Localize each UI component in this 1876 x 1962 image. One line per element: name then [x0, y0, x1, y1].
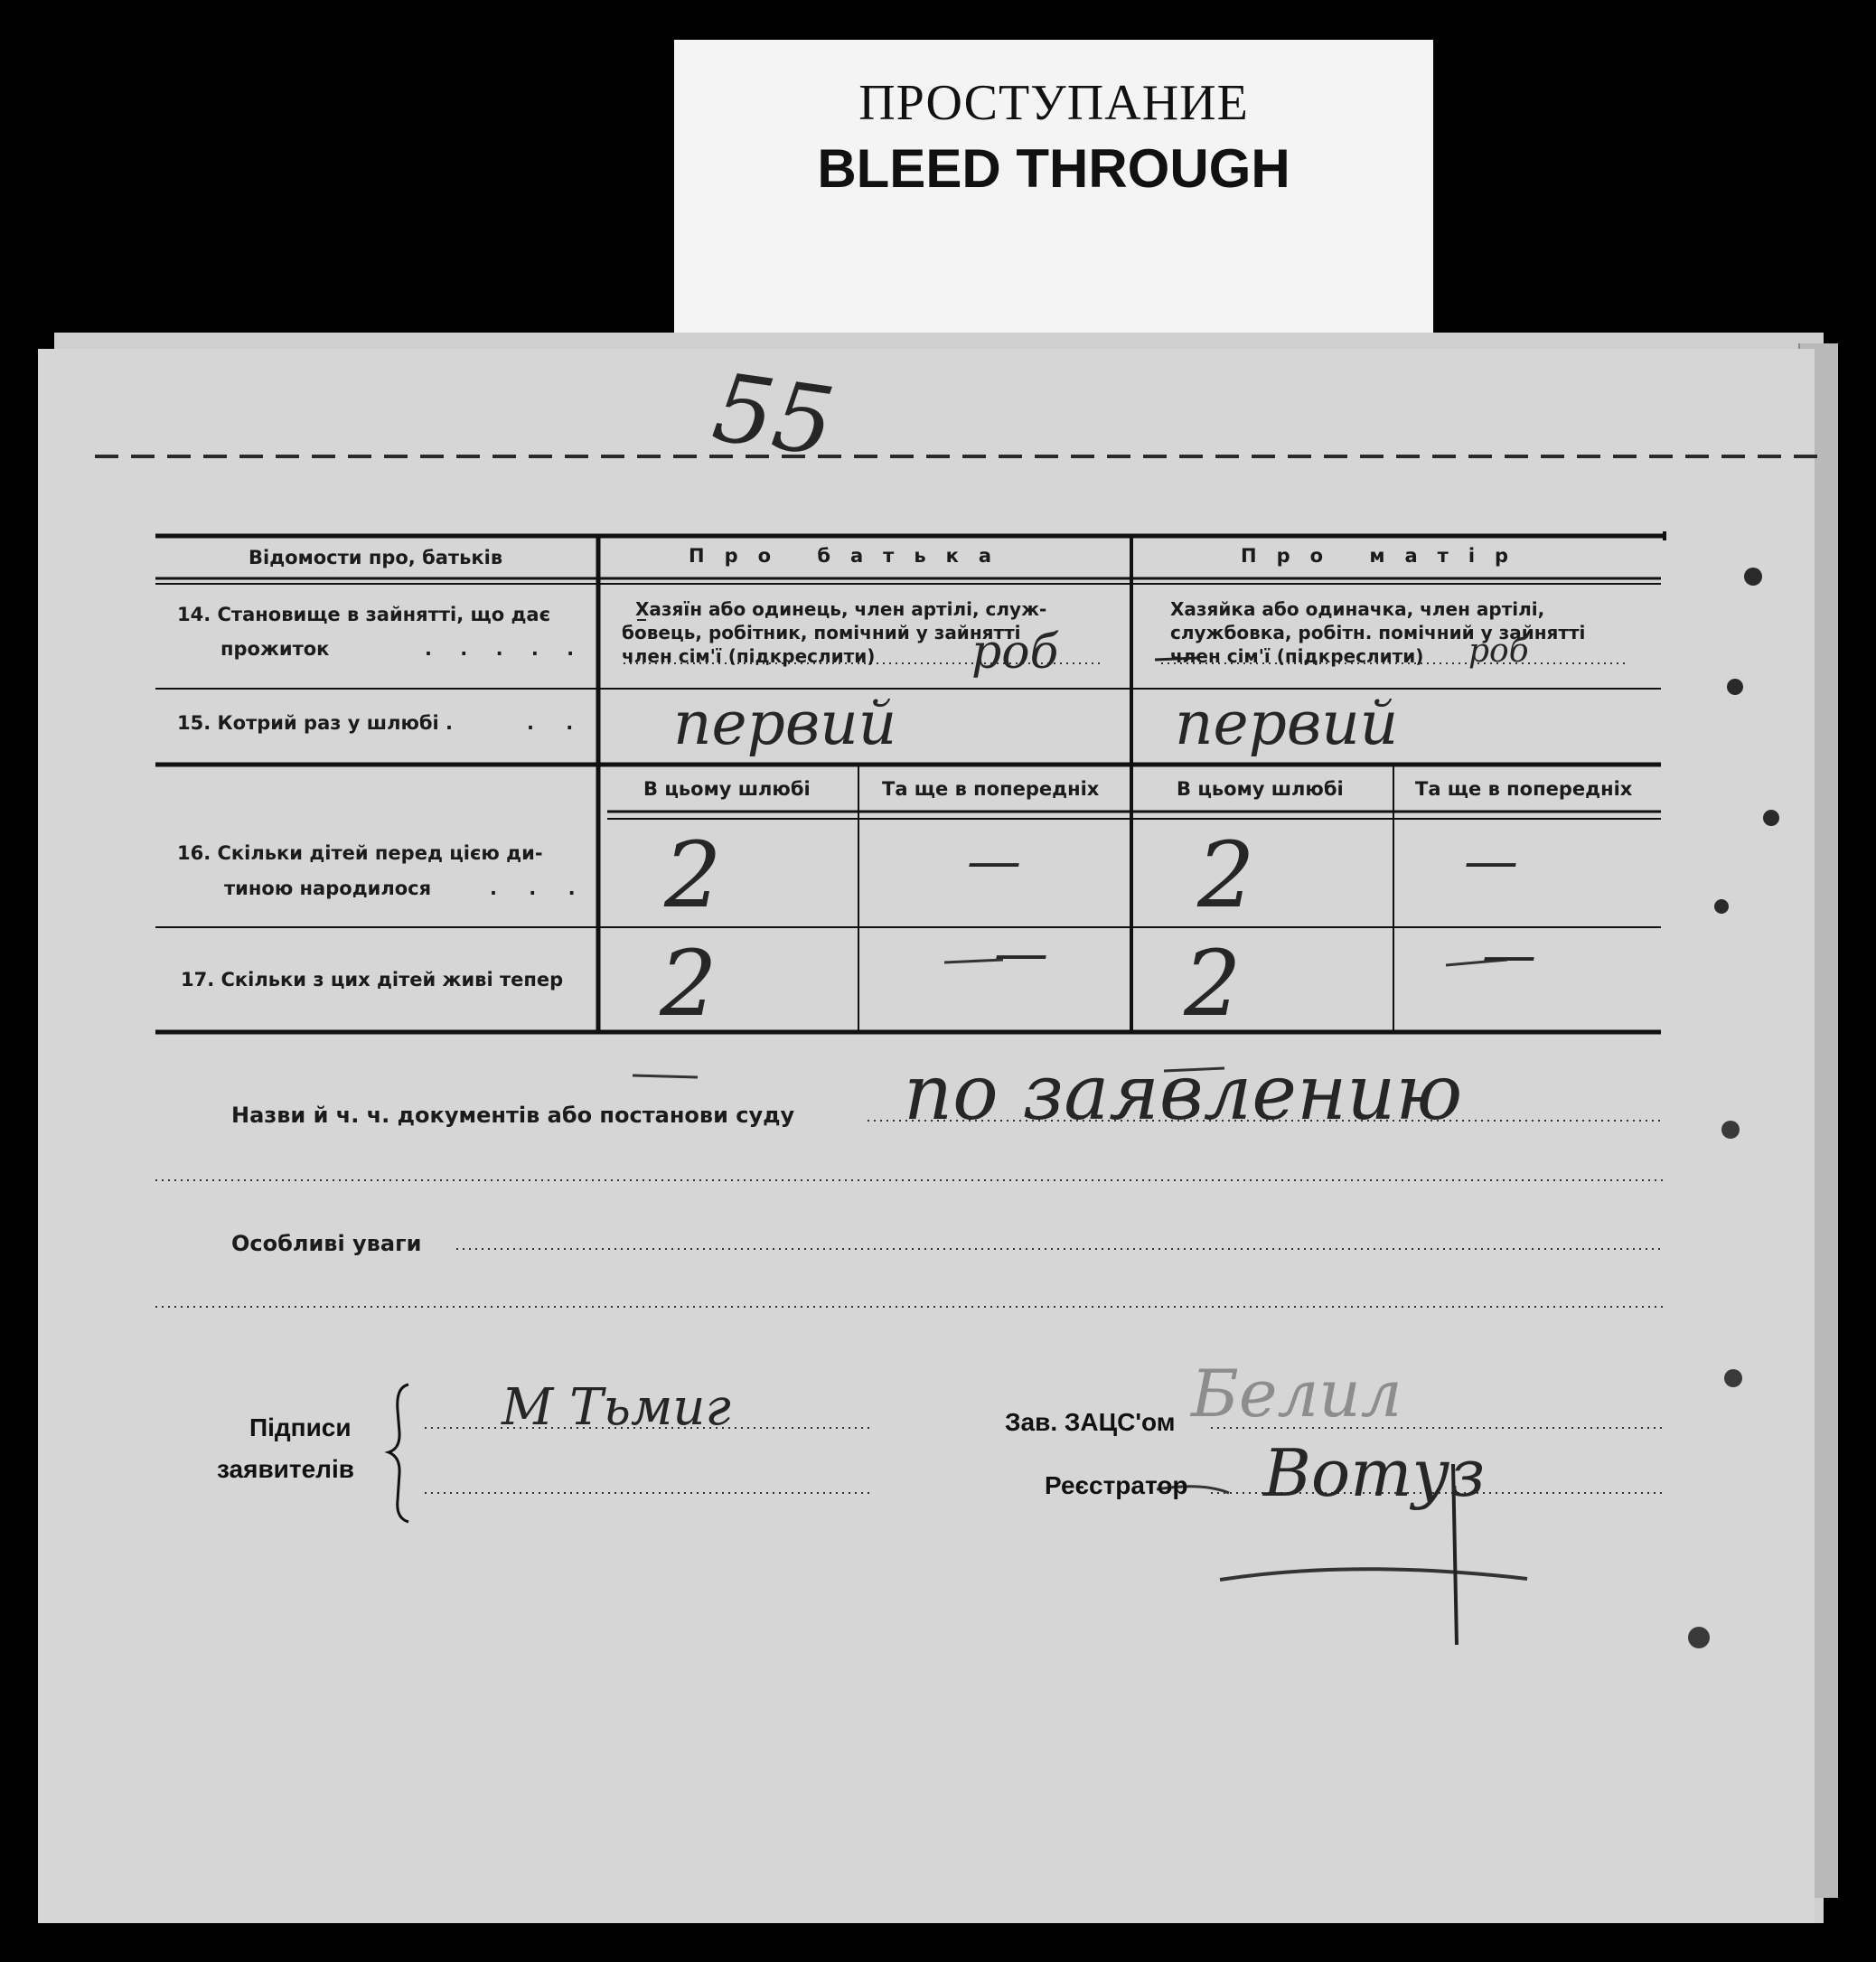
handwritten-mother-children-alive: 2	[1184, 931, 1242, 1037]
row16-dots: . . .	[490, 878, 588, 899]
row14-mother-options-line3: член сім'ї (підкреслити)	[1170, 645, 1424, 667]
row15-dots: . .	[527, 712, 586, 734]
row14-father-options-line3: член сім'ї (підкреслити)	[622, 645, 876, 667]
handwritten-mother-alive-previous: —	[1482, 924, 1536, 987]
handwritten-father-marriage-number: первий	[673, 689, 897, 758]
handwritten-father-children-alive: 2	[660, 931, 718, 1037]
header-info-about-parents: Відомости про, батьків	[249, 547, 503, 568]
row14-mother-options-line2: службовка, робітн. помічний у зайнятті	[1170, 622, 1586, 643]
handwritten-father-children-before: 2	[664, 822, 722, 928]
remarks-label: Особливі уваги	[231, 1231, 422, 1256]
handwritten-mother-children-previous: —	[1464, 830, 1518, 893]
row15-label: 15. Котрий раз у шлюбі .	[177, 712, 454, 734]
registrar-signature: Вотуз	[1263, 1435, 1486, 1511]
handwritten-mother-marriage-number: первий	[1175, 689, 1399, 758]
handwritten-documents-note: по заявлению	[904, 1048, 1463, 1137]
handwritten-mother-occupation: роб	[1468, 633, 1529, 670]
applicant-signature: М Тьмиг	[502, 1378, 731, 1437]
notice-title-en: BLEED THROUGH	[817, 138, 1290, 199]
handwritten-mother-children-before: 2	[1197, 822, 1255, 928]
head-of-registry-label: Зав. ЗАЦС'ом	[1005, 1408, 1176, 1436]
handwritten-father-alive-previous: —	[994, 922, 1048, 985]
row16-label-line1: 16. Скільки дітей перед цією ди-	[177, 842, 543, 864]
subheader-father-previous: Та ще в попередніх	[882, 778, 1100, 800]
header-father: Про батька	[689, 545, 1012, 567]
row14-mother-options-line1: Хазяйка або одиначка, член артілі,	[1170, 598, 1545, 620]
row16-label-line2: тиною народилося	[224, 878, 432, 899]
documents-label: Назви й ч. ч. документів або постанови суду	[231, 1103, 795, 1128]
applicants-signatures-label-line2: заявителів	[217, 1455, 354, 1483]
notice-title-ru: ПРОСТУПАНИЕ	[858, 75, 1249, 131]
handwritten-father-children-previous: —	[967, 830, 1021, 893]
registrar-label: Реєстратор	[1045, 1471, 1188, 1499]
row14-dots: . . . . .	[425, 638, 586, 660]
row14-father-options-line2: бовець, робітник, помічний у зайнятті	[622, 622, 1021, 643]
head-of-registry-signature: Белил	[1191, 1356, 1402, 1432]
applicants-signatures-label-line1: Підписи	[249, 1413, 352, 1441]
handwritten-father-occupation: роб	[971, 625, 1059, 680]
row14-label-line2: прожиток	[220, 638, 330, 660]
row17-label: 17. Скільки з цих дітей живі тепер	[181, 969, 564, 990]
subheader-mother-previous: Та ще в попередніх	[1415, 778, 1633, 800]
subheader-mother-current: В цьому шлюбі	[1177, 778, 1344, 800]
row14-father-options-line1: Хазяїн або одинець, член артілі, служ-	[635, 598, 1047, 620]
handwritten-page-number: 55	[707, 352, 841, 478]
row14-label-line1: 14. Становище в зайнятті, що дає	[177, 604, 551, 625]
header-mother: Про матір	[1241, 545, 1529, 567]
subheader-father-current: В цьому шлюбі	[643, 778, 811, 800]
